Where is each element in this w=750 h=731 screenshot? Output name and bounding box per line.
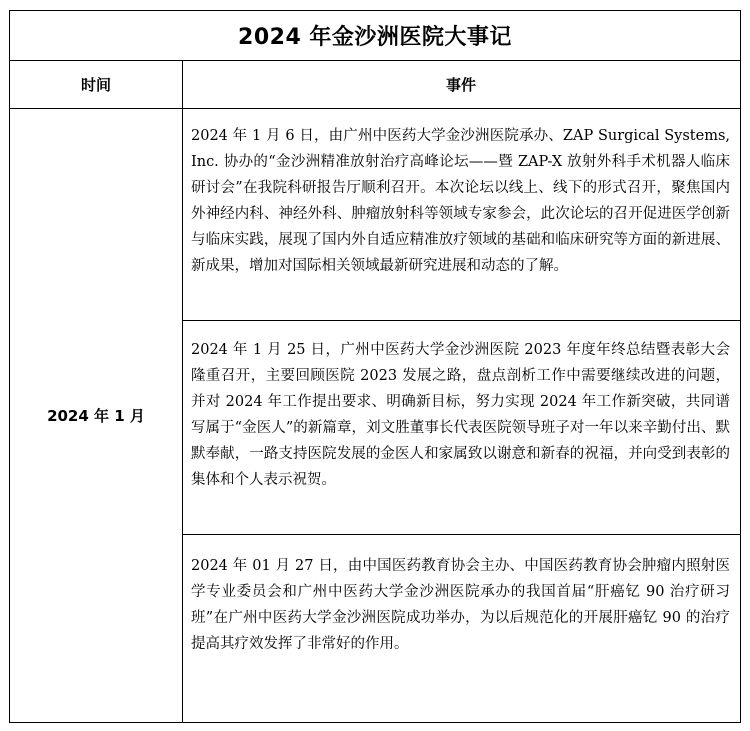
table-header-row bbox=[10, 61, 740, 109]
date-cell: 2024 年 1 月 bbox=[47, 407, 145, 425]
event-text: 2024 年 1 月 25 日，广州中医药大学金沙洲医院 2023 年度年终总结暨表彰大会隆重召开，主要回顾医院 2023 发展之路，盘点剖析工作中需要继续改进的问题，并对 2024 年工作提出要求、明确新目标，努力实现 2024 年工作新突破，共同谱写属于“金医人”的新篇章，刘文胜董事长代表医院领导班子对一年以来辛勤付出、默默奉献，一路支持医院发展的金医人和家属致以谢意和新春的祝福，并向受到表彰的集体和个人表示祝贺。 bbox=[191, 342, 730, 488]
header-time: 时间 bbox=[80, 76, 111, 94]
chronicle-table bbox=[9, 10, 741, 723]
event-text: 2024 年 1 月 6 日，由广州中医药大学金沙洲医院承办、ZAP Surgical Systems, Inc. 协办的“金沙洲精准放射治疗高峰论坛——暨 ZAP-X 放射外科手术机器人临床研讨会”在我院科研报告厅顺利召开。本次论坛以线上、线下的形式召开，聚焦国内外神经内科、神经外科、肿瘤放射科等领域专家参会，此次论坛的召开促进医学创新与临床实践，展现了国内外自适应精准放疗领域的基础和临床研究等方面的新进展、新成果，增加对国际相关领域最新研究进展和动态的了解。 bbox=[191, 128, 730, 274]
event-cell bbox=[182, 535, 740, 722]
header-event: 事件 bbox=[445, 76, 476, 94]
document-title: 2024 年金沙洲医院大事记 bbox=[238, 25, 512, 50]
event-cell bbox=[182, 321, 740, 535]
event-cell bbox=[182, 109, 740, 321]
event-text: 2024 年 01 月 27 日，由中国医药教育协会主办、中国医药教育协会肿瘤内照射医学专业委员会和广州中医药大学金沙洲医院承办的我国首届“肝癌钇 90 治疗研习班”在广州中医药大学金沙洲医院成功举办，为以后规范化的开展肝癌钇 90 的治疗提高其疗效发挥了非常好的作用。 bbox=[191, 558, 730, 652]
title-row bbox=[10, 11, 740, 61]
